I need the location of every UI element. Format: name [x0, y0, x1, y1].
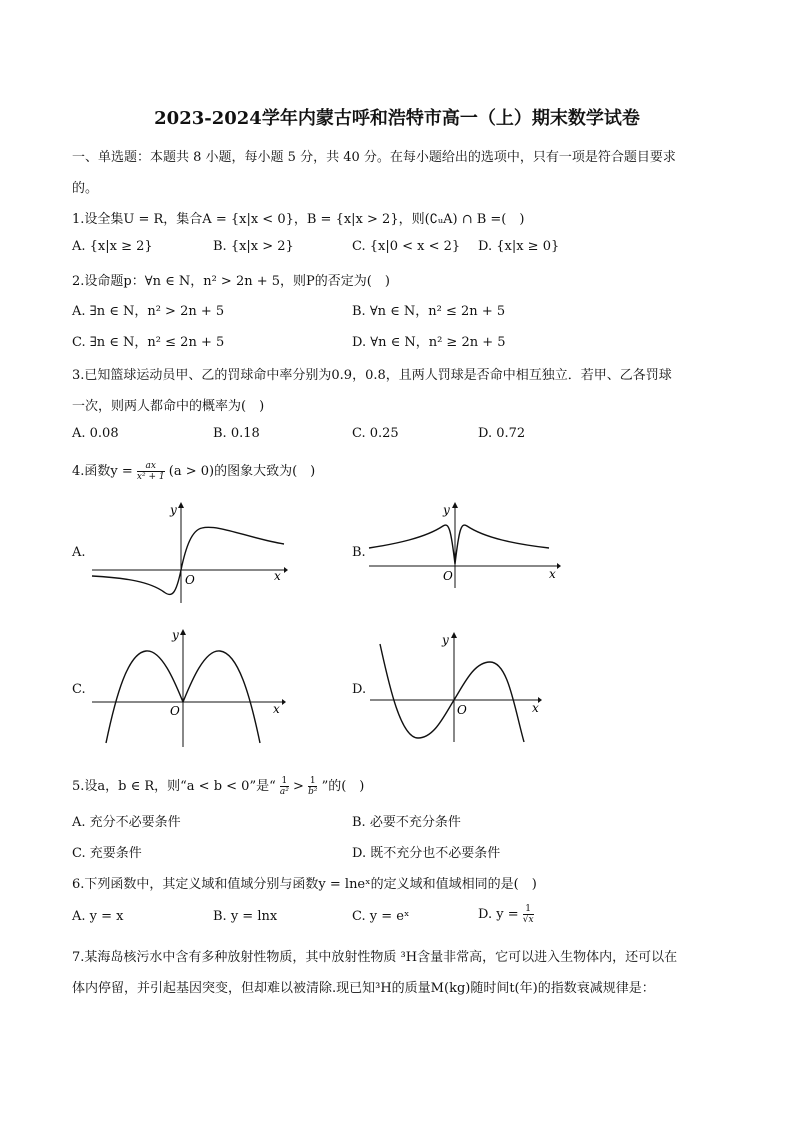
graph-c-label: C. [72, 682, 86, 697]
q5-option-a: A. 充分不必要条件 [72, 815, 181, 830]
q6-option-b: B. y = lnx [213, 909, 278, 924]
q1-option-b: B. {x|x > 2} [213, 239, 294, 254]
graph-d-curve [380, 644, 524, 742]
question-7-line1: 7.某海岛核污水中含有多种放射性物质，其中放射性物质 ³H含量非常高，它可以进入生物体内，还可以在 [72, 950, 678, 965]
graph-c [88, 625, 288, 750]
q2-option-d: D. ∀n ∈ N，n² ≥ 2n + 5 [352, 335, 506, 350]
section-heading-line2: 的。 [72, 181, 99, 196]
question-2: 2.设命题p：∀n ∈ N，n² > 2n + 5，则P的否定为( ) [72, 274, 390, 289]
graph-d-origin-label: O [457, 703, 467, 717]
section-heading-line1: 一、单选题：本题共 8 小题，每小题 5 分，共 40 分。在每小题给出的选项中，只有一项是符合题目要求 [72, 150, 676, 165]
graph-a-y-label: y [170, 503, 177, 517]
graph-d-x-label: x [532, 701, 539, 715]
q5-option-d: D. 既不充分也不必要条件 [352, 846, 501, 861]
graph-c-y-label: y [172, 628, 179, 642]
graph-d [368, 630, 548, 745]
graph-b-y-label: y [443, 503, 450, 517]
question-4: 4.函数y = $\frac{ax}{\text{x² + 1}}$ (a > 0)的图象大致为( ) [72, 461, 316, 482]
q3-option-a: A. 0.08 [72, 426, 119, 441]
question-3-line2: 一次，则两人都命中的概率为( ) [72, 399, 265, 414]
question-1: 1.设全集U = R，集合A = {x|x < 0}，B = {x|x > 2}，则(∁ᵤA) ∩ B =( ) [72, 212, 525, 227]
q5-option-c: C. 充要条件 [72, 846, 142, 861]
graph-a-origin-label: O [185, 573, 195, 587]
question-6: 6.下列函数中，其定义域和值域分别与函数y = lneˣ的定义域和值域相同的是( ) [72, 877, 537, 892]
question-5: 5.设a，b ∈ R，则“a < b < 0”是“ $\frac{1}{\text{a²}}$ > $\frac{1}{\text{b²}}$ ”的( ) [72, 776, 365, 797]
graph-b-origin-label: O [443, 569, 453, 583]
q1-option-d: D. {x|x ≥ 0} [478, 239, 560, 254]
question-7-line2: 体内停留，并引起基因突变，但却难以被清除.现已知³H的质量M(kg)随时间t(年)的指数衰减规律是： [72, 981, 655, 996]
q6-option-a: A. y = x [72, 909, 124, 924]
graph-a [88, 500, 288, 605]
q3-option-b: B. 0.18 [213, 426, 260, 441]
question-3-line1: 3.已知篮球运动员甲、乙的罚球命中率分别为0.9，0.8，且两人罚球是否命中相互独立．若甲、乙各罚球 [72, 368, 672, 383]
graph-c-origin-label: O [170, 704, 180, 718]
q1-option-a: A. {x|x ≥ 2} [72, 239, 153, 254]
graph-d-y-label: y [442, 633, 449, 647]
page-title: 2023-2024学年内蒙古呼和浩特市高一（上）期末数学试卷 [154, 108, 640, 129]
graph-a-x-label: x [274, 569, 281, 583]
q6-option-d: D. y = $\frac{1}{√x}$ [478, 904, 534, 925]
graph-b-x-label: x [549, 567, 556, 581]
q5-option-b: B. 必要不充分条件 [352, 815, 461, 830]
graph-b [365, 500, 565, 590]
graph-a-label: A. [72, 545, 86, 560]
q2-option-c: C. ∃n ∈ N，n² ≤ 2n + 5 [72, 335, 225, 350]
graph-c-x-label: x [273, 702, 280, 716]
graph-d-label: D. [352, 682, 367, 697]
graph-b-curve [369, 525, 549, 564]
graph-b-label: B. [352, 545, 366, 560]
q6-option-c: C. y = eˣ [352, 909, 410, 924]
q1-option-c: C. {x|0 < x < 2} [352, 239, 461, 254]
q2-option-b: B. ∀n ∈ N，n² ≤ 2n + 5 [352, 304, 506, 319]
q3-option-c: C. 0.25 [352, 426, 399, 441]
q3-option-d: D. 0.72 [478, 426, 526, 441]
q2-option-a: A. ∃n ∈ N，n² > 2n + 5 [72, 304, 225, 319]
